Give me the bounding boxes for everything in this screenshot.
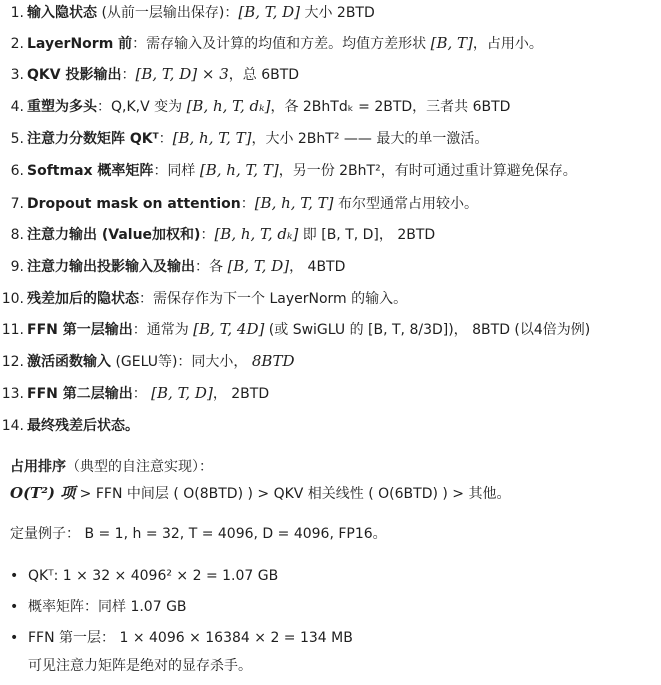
list-item-title: 残差加后的隐状态 (27, 291, 139, 307)
list-item-title: 注意力输出投影输入及输出 (27, 259, 195, 275)
list-item-title: QKV 投影输出 (27, 67, 122, 83)
list-item-text: ：需存输入及计算的均值和方差。均值方差形状 (132, 36, 431, 52)
list-item-math: [B, h, T, T] (199, 161, 279, 179)
list-number: 14. (1, 418, 24, 434)
list-item-tail: ， 2BTD (212, 386, 270, 402)
list-number: 3. (10, 67, 24, 83)
list-item (0, 2, 375, 23)
list-number: 6. (10, 163, 24, 179)
list-item-tail: ， 4BTD (289, 259, 346, 275)
list-number: 4. (10, 99, 24, 115)
list-item (0, 96, 510, 117)
list-item-title: 激活函数输入 (27, 354, 111, 370)
list-item-tail: ，占用小。 (472, 36, 543, 52)
list-item-tail: 布尔型通常占用较小。 (333, 196, 478, 212)
list-item-text: ： (240, 196, 255, 212)
list-item-text: ：Q,K,V 变为 (97, 99, 187, 115)
list-number: 8. (10, 227, 24, 243)
list-item-tail: 即 [B, T, D]， 2BTD (298, 227, 436, 243)
list-item-title: Softmax 概率矩阵 (27, 163, 154, 179)
bullet-dot-icon: • (10, 568, 19, 584)
list-item-title: Dropout mask on attention (27, 196, 241, 212)
ranking-heading (10, 457, 213, 477)
list-item-text: ： (158, 131, 173, 147)
list-item (0, 319, 590, 340)
ranking-rest: > FFN 中间层 ( O(8BTD) ) > QKV 相关线性 ( O(6BTD) ) > 其他。 (75, 486, 511, 502)
list-item (0, 193, 478, 214)
list-number: 1. (10, 5, 24, 21)
list-item-title: 注意力输出 (Value加权和) (27, 227, 201, 243)
list-item (0, 224, 435, 245)
list-item (0, 128, 488, 149)
list-number: 12. (1, 354, 24, 370)
bullet-item (10, 566, 278, 586)
ranking-title: 占用排序 (10, 459, 66, 475)
ranking-line (10, 483, 511, 504)
list-item (0, 64, 299, 85)
list-item (0, 383, 269, 404)
bullet-dot-icon: • (10, 599, 19, 615)
bullet-text: FFN 第一层： 1 × 4096 × 16384 × 2 = 134 MB (28, 630, 353, 646)
bullet-text: QKᵀ: 1 × 32 × 4096² × 2 = 1.07 GB (28, 568, 279, 584)
list-number: 5. (10, 131, 24, 147)
ranking-title-rest: （典型的自注意实现）： (66, 459, 213, 475)
list-item-title: FFN 第一层输出 (27, 322, 133, 338)
list-item (0, 288, 407, 309)
list-item-math: [B, h, T, T] (172, 129, 252, 147)
list-item (0, 351, 294, 372)
list-item-text: (GELU等)：同大小， (111, 354, 252, 370)
list-number: 10. (1, 291, 24, 307)
list-item-text: ：需保存作为下一个 LayerNorm 的输入。 (139, 291, 408, 307)
conclusion-text: 可见注意力矩阵是绝对的显存杀手。 (28, 658, 252, 674)
list-item-title: 重塑为多头 (27, 99, 97, 115)
list-item-math: 8BTD (251, 352, 295, 370)
list-item-tail: ，各 2BhTdₖ = 2BTD，三者共 6BTD (270, 99, 511, 115)
list-item-math: [B, T] (430, 34, 473, 52)
list-number: 11. (1, 322, 24, 338)
list-item-tail: ，另一份 2BhT²，有时可通过重计算避免保存。 (278, 163, 577, 179)
list-item-math: [B, T, D] (238, 3, 301, 21)
example-text: 定量例子： B = 1, h = 32, T = 4096, D = 4096, FP16。 (10, 526, 387, 542)
list-item-math: [B, h, T, T] (254, 194, 334, 212)
bullet-text: 概率矩阵：同样 1.07 GB (28, 599, 187, 615)
list-item-title: FFN 第二层输出 (27, 386, 133, 402)
list-item-math: [B, T, D] (227, 257, 290, 275)
list-item-text: ：同样 (153, 163, 200, 179)
list-item-tail: ，总 6BTD (228, 67, 300, 83)
list-number: 9. (10, 259, 24, 275)
list-item-text: ： (200, 227, 215, 243)
bullet-item (10, 628, 353, 648)
list-item-title: 输入隐状态 (27, 5, 97, 21)
list-item-text: ：各 (195, 259, 228, 275)
list-item-math: [B, h, T, dₖ] (186, 97, 271, 115)
list-number: 7. (10, 196, 24, 212)
list-number: 2. (10, 36, 24, 52)
list-item-title: 最终残差后状态。 (27, 418, 139, 434)
list-item-math: [B, h, T, dₖ] (214, 225, 299, 243)
list-item (0, 256, 345, 277)
list-item-text: (从前一层输出保存)： (97, 5, 239, 21)
list-item (0, 415, 139, 436)
list-item-text: ： (132, 386, 152, 402)
bullet-dot-icon: • (10, 630, 19, 646)
list-item-math: [B, T, D] × 3 (135, 65, 229, 83)
list-number: 13. (1, 386, 24, 402)
list-item-title: 注意力分数矩阵 QKᵀ (27, 131, 159, 147)
list-item-tail: 大小 2BTD (300, 5, 375, 21)
list-item-title: LayerNorm 前 (27, 36, 133, 52)
list-item-math: [B, T, D] (151, 384, 213, 402)
list-item-text: ： (121, 67, 136, 83)
list-item-tail: ，大小 2BhT² —— 最大的单一激活。 (251, 131, 489, 147)
example-line (10, 524, 387, 544)
bullet-item (10, 597, 187, 617)
list-item (0, 33, 543, 54)
ranking-top: O(T²) 项 (10, 484, 76, 502)
conclusion (28, 656, 252, 676)
list-item-tail: (或 SwiGLU 的 [B, T, 8/3D])， 8BTD (以4倍为例) (264, 322, 591, 338)
list-item-text: ：通常为 (132, 322, 194, 338)
list-item-math: [B, T, 4D] (193, 320, 265, 338)
list-item (0, 160, 577, 181)
